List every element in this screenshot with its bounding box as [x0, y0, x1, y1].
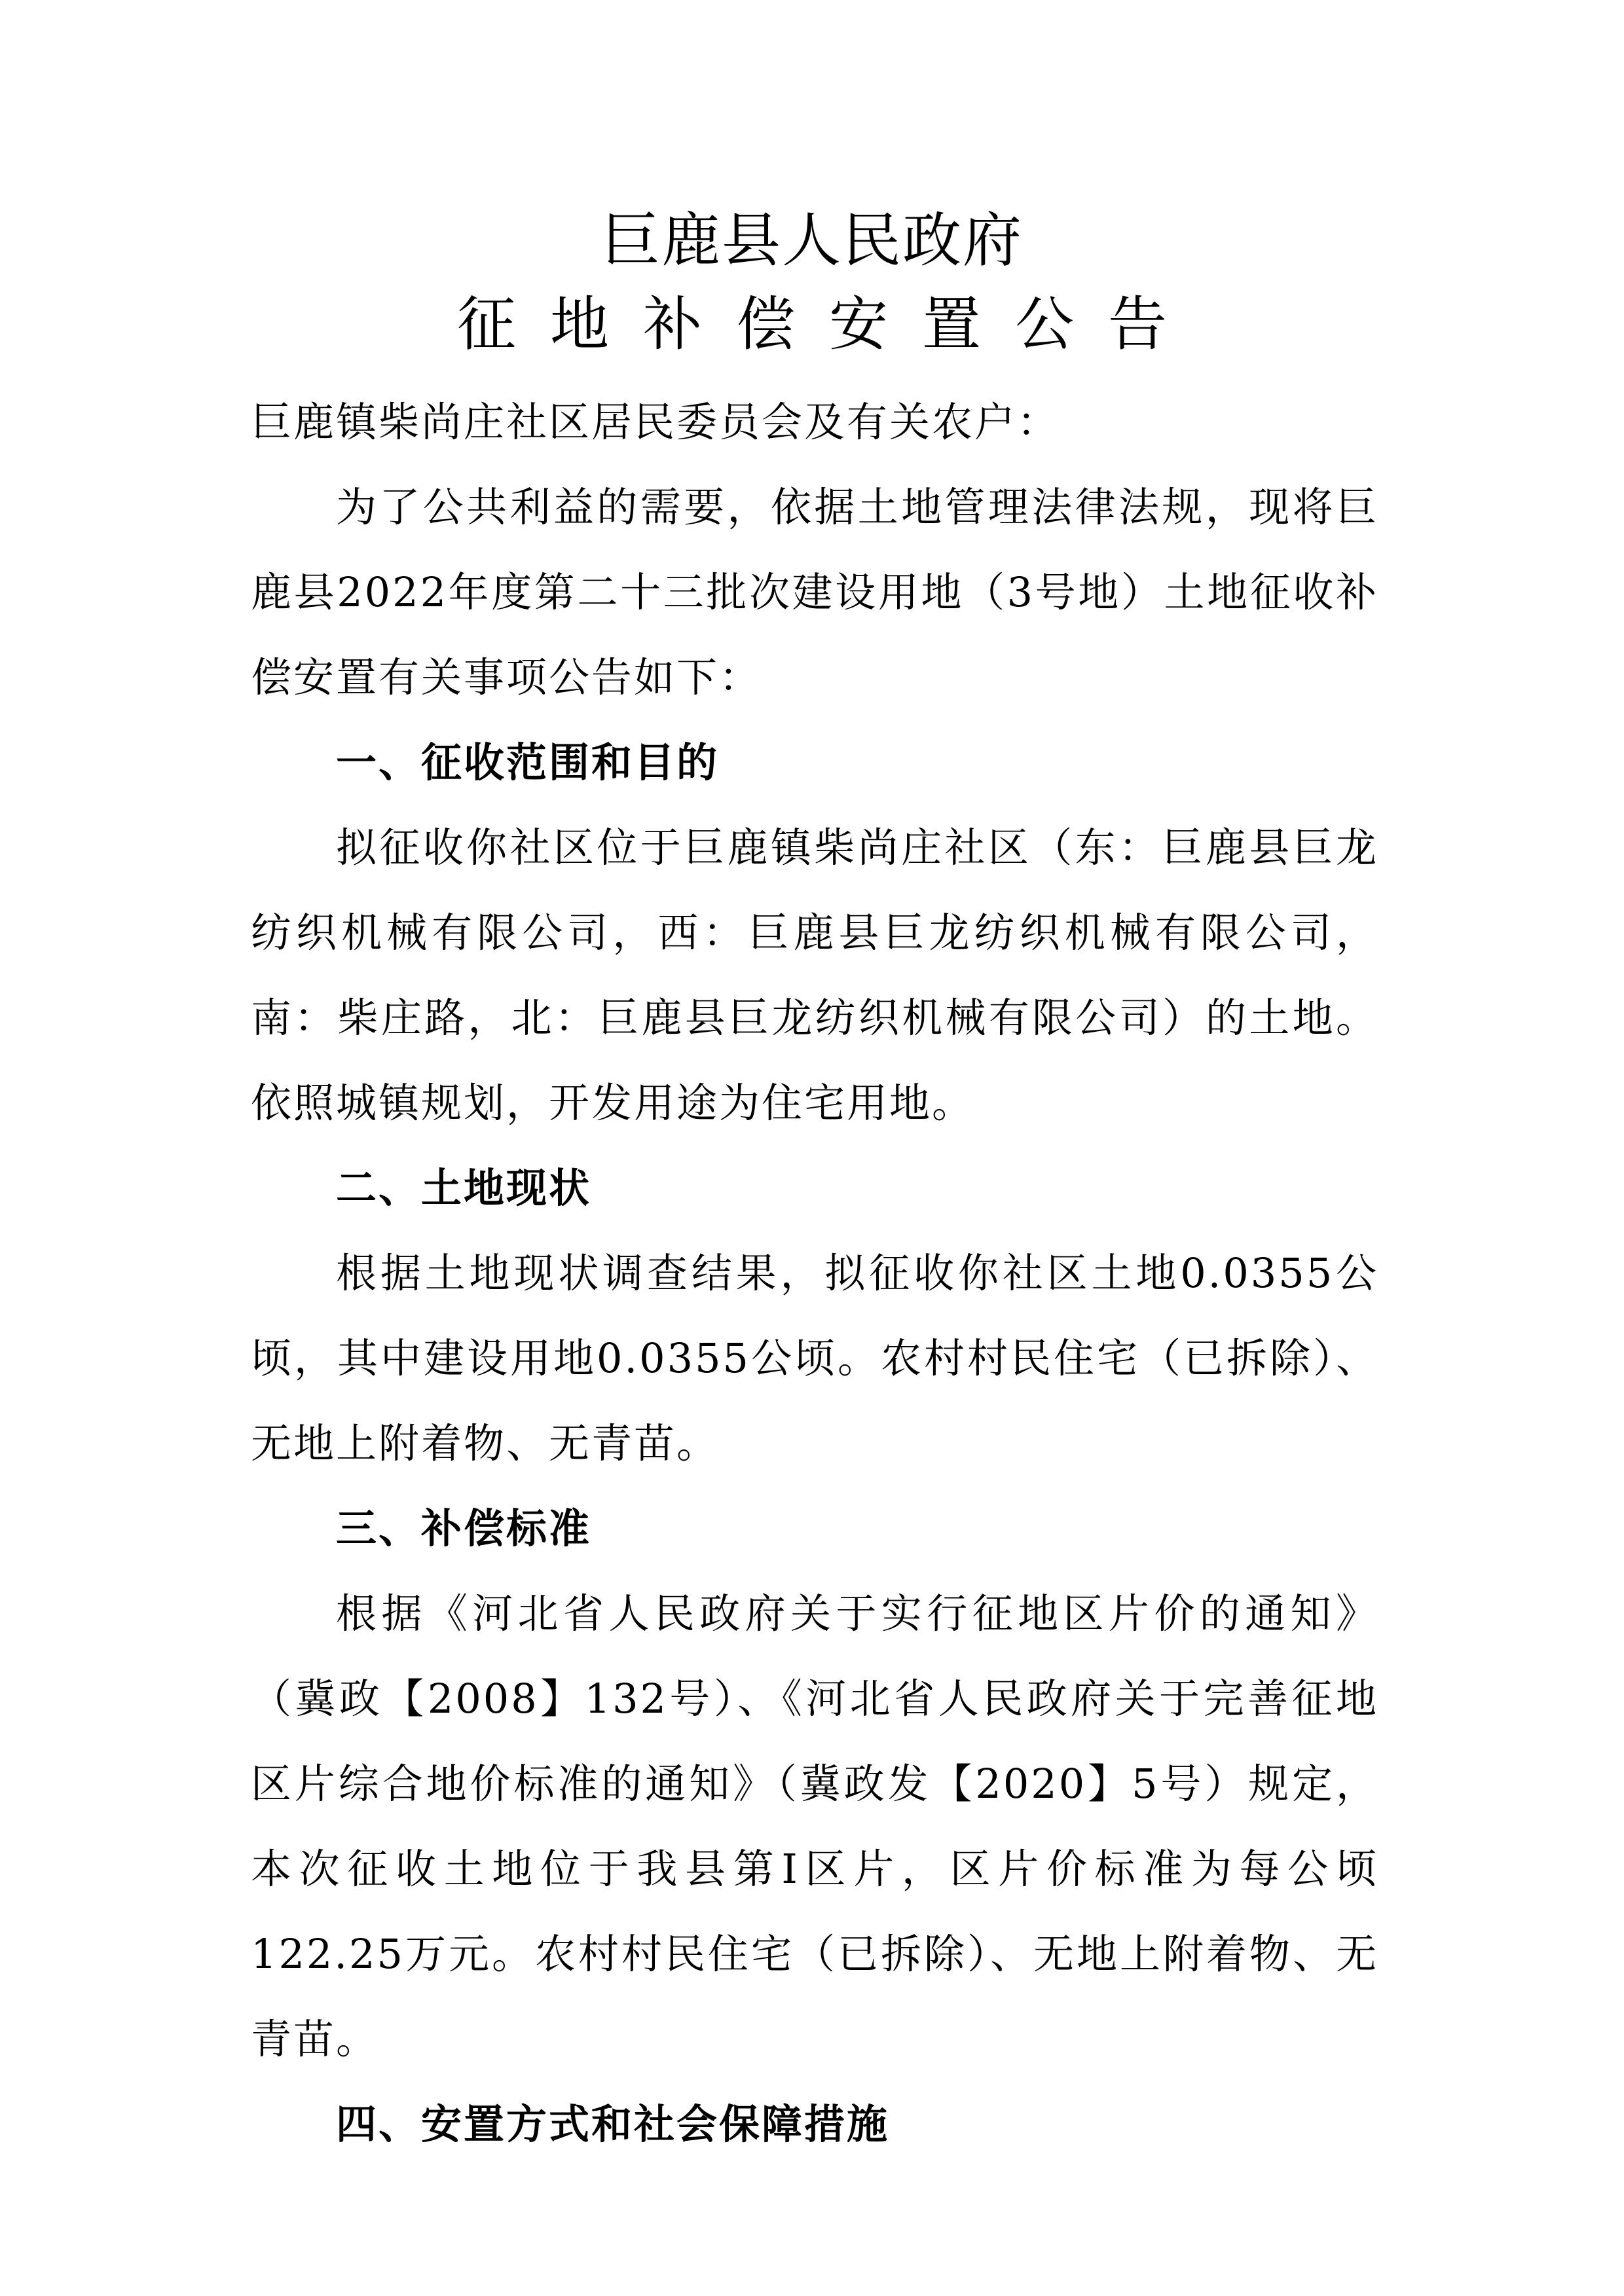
salutation: 巨鹿镇柴尚庄社区居民委员会及有关农户： — [251, 398, 1060, 446]
section-heading-land-status: 二、土地现状 — [336, 1164, 592, 1212]
section-paragraph-land-status: 根据土地现状调查结果，拟征收你社区土地0.0355公顷，其中建设用地0.0355公顷。农村村民住宅（已拆除）、无地上附着物、无青苗。 — [251, 1249, 1378, 1467]
document-title-issuer: 巨鹿县人民政府 — [601, 206, 1023, 275]
section-heading-resettlement: 四、安置方式和社会保障措施 — [336, 2100, 890, 2148]
section-heading-compensation: 三、补偿标准 — [336, 1504, 592, 1552]
intro-paragraph: 为了公共利益的需要，依据土地管理法律法规，现将巨鹿县2022年度第二十三批次建设用地（3号地）土地征收补偿安置有关事项公告如下： — [251, 483, 1378, 701]
section-heading-scope: 一、征收范围和目的 — [336, 738, 720, 786]
document-body — [251, 380, 1378, 2167]
document-title-notice: 征地补偿安置公告 — [457, 290, 1201, 359]
section-paragraph-scope: 拟征收你社区位于巨鹿镇柴尚庄社区（东：巨鹿县巨龙纺织机械有限公司，西：巨鹿县巨龙纺织机械有限公司，南：柴庄路，北：巨鹿县巨龙纺织机械有限公司）的土地。依照城镇规划，开发用途为住宅用地。 — [251, 824, 1378, 1127]
section-paragraph-compensation: 根据《河北省人民政府关于实行征地区片价的通知》（冀政【2008】132号）、《河北省人民政府关于完善征地区片综合地价标准的通知》（冀政发【2020】5号）规定，本次征收土地位于我县第Ⅰ区片，区片价标准为每公顷122.25万元。农村村民住宅（已拆除）、无地上附着物、无青苗。 — [251, 1590, 1378, 2063]
